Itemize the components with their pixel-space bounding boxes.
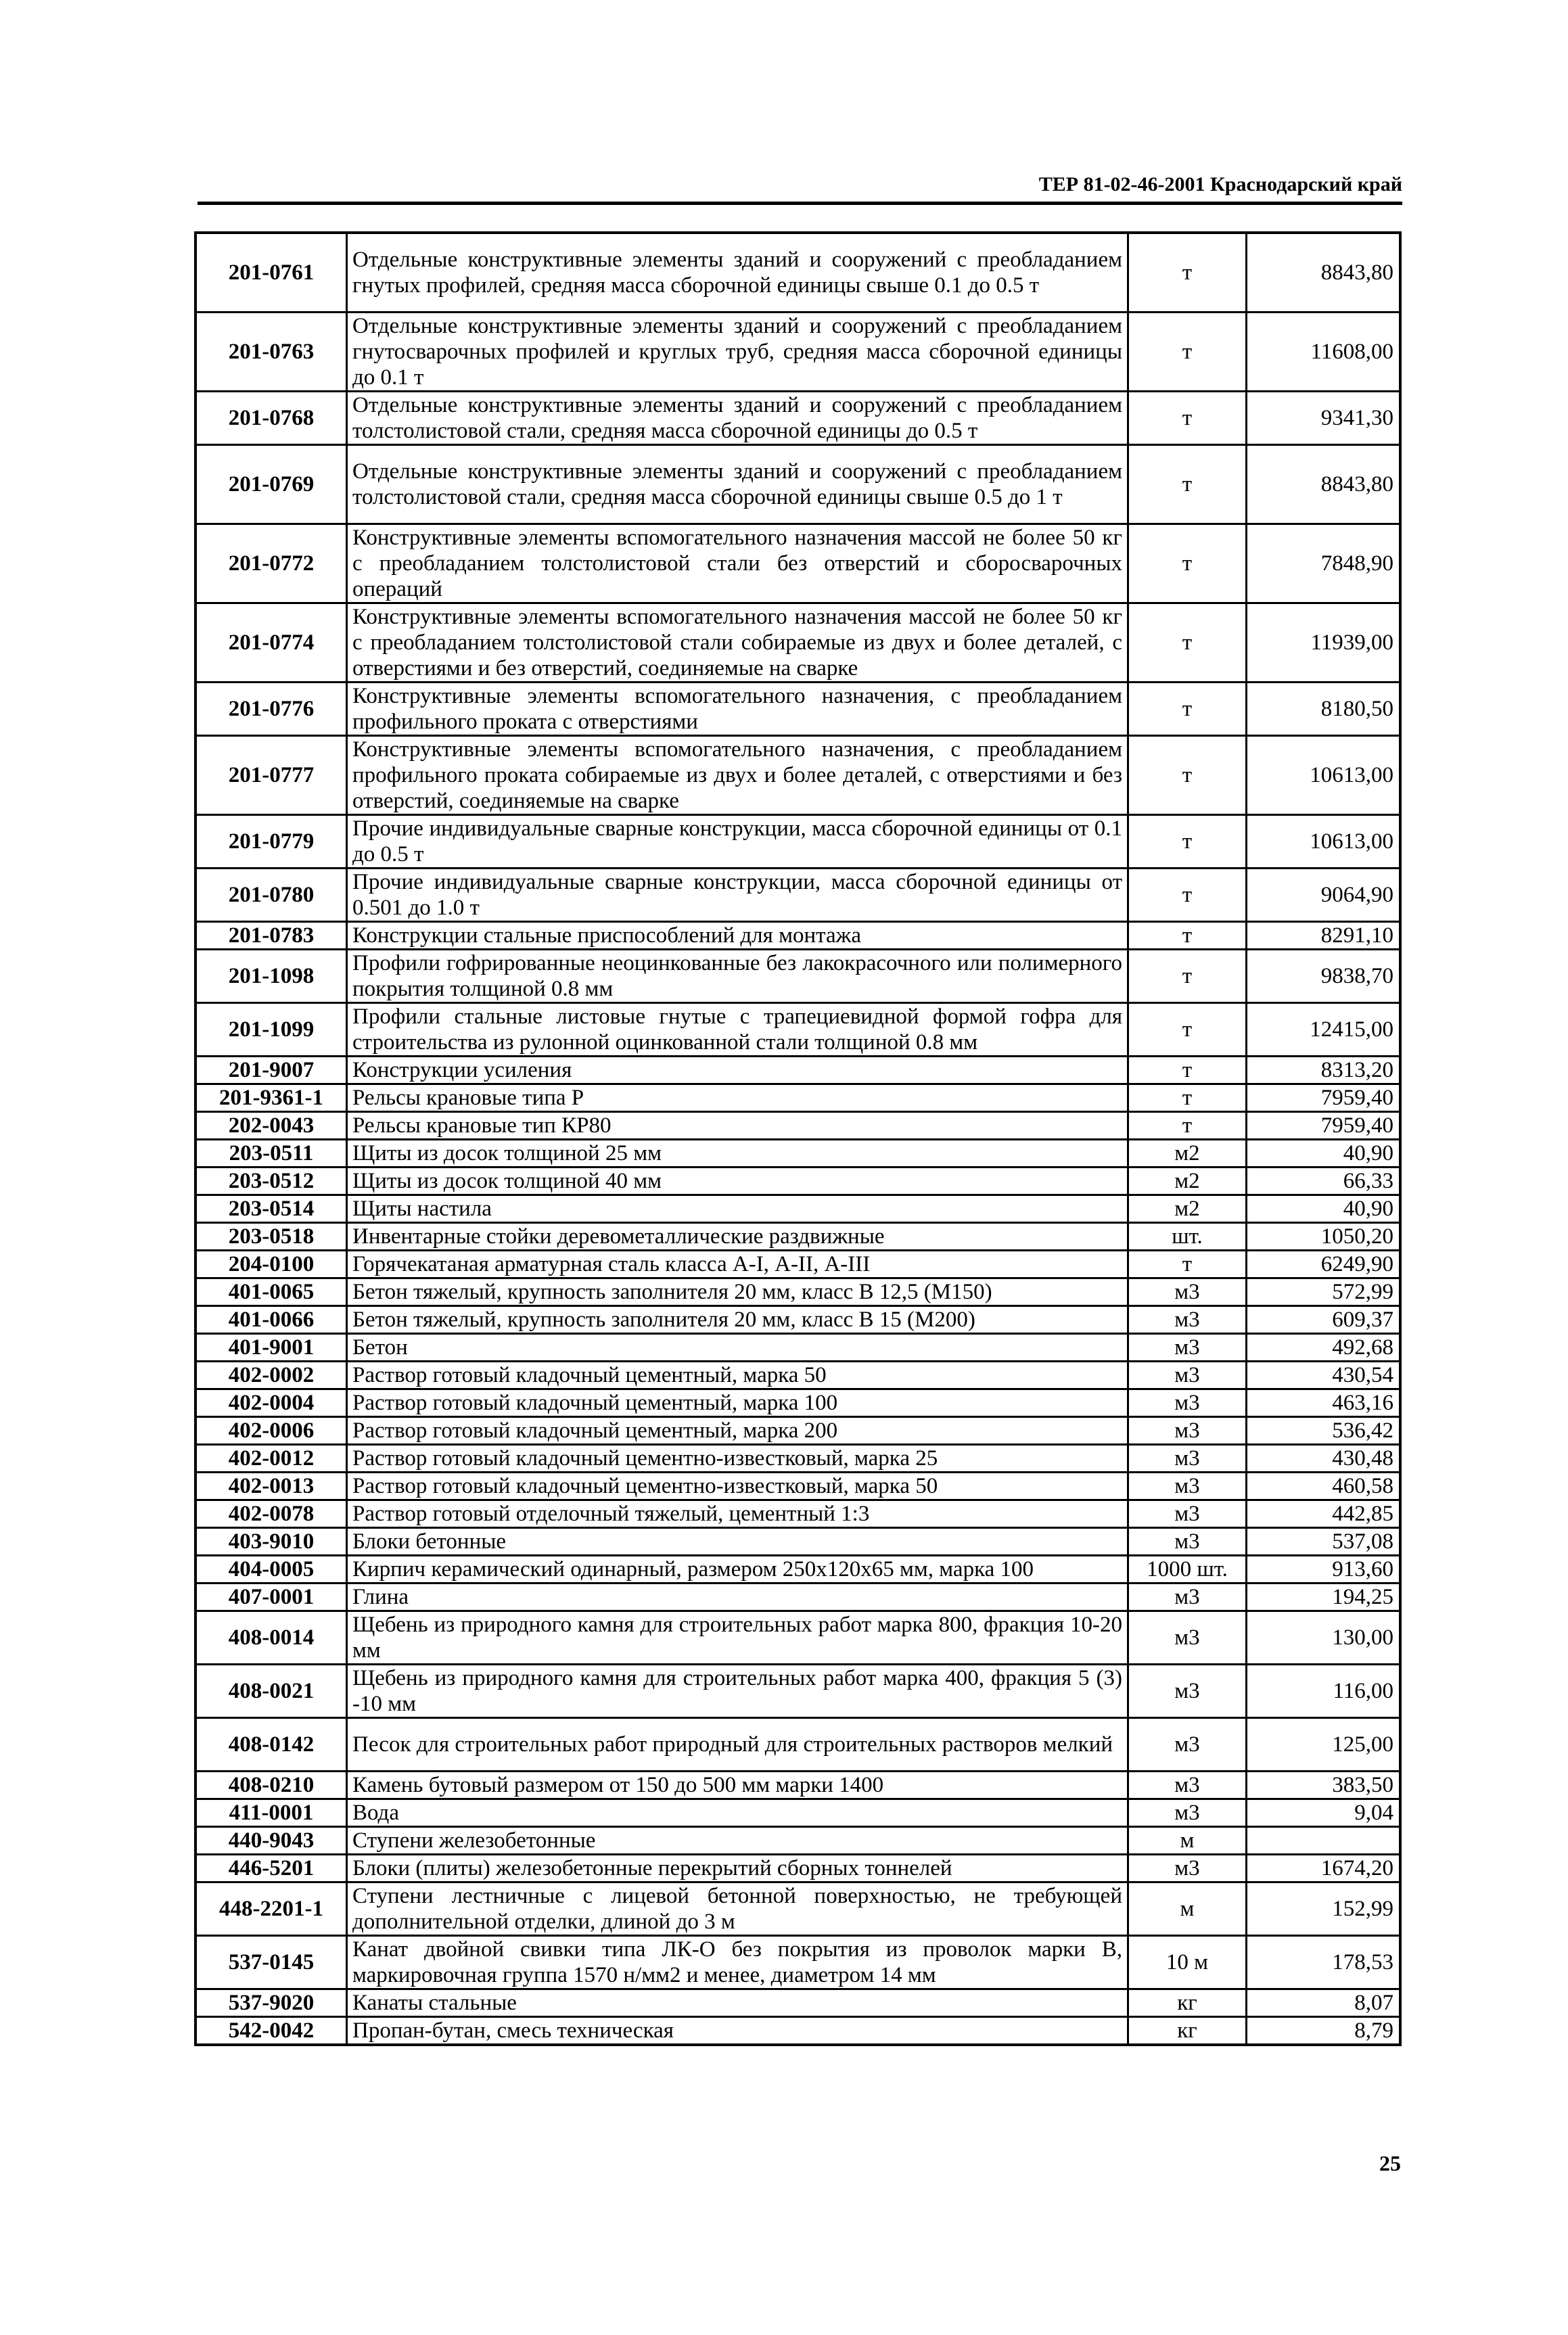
row-unit: т xyxy=(1128,949,1247,1002)
row-unit: м3 xyxy=(1128,1333,1247,1361)
row-unit: т xyxy=(1128,444,1247,524)
row-price: 194,25 xyxy=(1247,1583,1401,1611)
row-name: Рельсы крановые тип КР80 xyxy=(347,1111,1128,1139)
row-price: 8843,80 xyxy=(1247,444,1401,524)
row-unit: м3 xyxy=(1128,1416,1247,1444)
row-price: 40,90 xyxy=(1247,1195,1401,1222)
row-code: 204-0100 xyxy=(195,1250,347,1278)
document-header: ТЕР 81-02-46-2001 Краснодарский край xyxy=(1038,173,1402,195)
row-price: 537,08 xyxy=(1247,1527,1401,1555)
row-unit: м3 xyxy=(1128,1361,1247,1389)
table-row xyxy=(195,1250,1400,1278)
row-name: Профили стальные листовые гнутые с трапециевидной формой гофра для строительства из рулонной оцинкованной стали толщиной 0.8 мм xyxy=(347,1002,1128,1056)
row-name: Отдельные конструктивные элементы зданий и сооружений с преобладанием толстолистовой стали, средняя масса сборочной единицы до 0.5 т xyxy=(347,391,1128,444)
row-name: Раствор готовый кладочный цементный, марка 100 xyxy=(347,1389,1128,1416)
row-name: Отдельные конструктивные элементы зданий и сооружений с преобладанием толстолистовой стали, средняя масса сборочной единицы свыше 0.5 до 1 т xyxy=(347,444,1128,524)
row-price: 6249,90 xyxy=(1247,1250,1401,1278)
table-row xyxy=(195,1278,1400,1305)
row-code: 537-0145 xyxy=(195,1935,347,1989)
price-table xyxy=(194,231,1402,2046)
row-unit: м2 xyxy=(1128,1139,1247,1167)
table-row xyxy=(195,1717,1400,1771)
row-name: Отдельные конструктивные элементы зданий и сооружений с преобладанием гнутых профилей, средняя масса сборочной единицы свыше 0.1 до 0.5 т xyxy=(347,233,1128,312)
row-price: 40,90 xyxy=(1247,1139,1401,1167)
row-code: 201-0777 xyxy=(195,735,347,814)
row-name: Кирпич керамический одинарный, размером 250х120х65 мм, марка 100 xyxy=(347,1555,1128,1583)
row-name: Отдельные конструктивные элементы зданий и сооружений с преобладанием гнутосварочных профилей и круглых труб, средняя масса сборочной единицы до 0.1 т xyxy=(347,312,1128,391)
row-name: Профили гофрированные неоцинкованные без лакокрасочного или полимерного покрытия толщиной 0.8 мм xyxy=(347,949,1128,1002)
row-price: 10613,00 xyxy=(1247,735,1401,814)
table-row xyxy=(195,1989,1400,2016)
table-row xyxy=(195,1527,1400,1555)
row-price: 572,99 xyxy=(1247,1278,1401,1305)
row-price: 913,60 xyxy=(1247,1555,1401,1583)
row-price: 9,04 xyxy=(1247,1799,1401,1826)
row-unit: м3 xyxy=(1128,1771,1247,1799)
table-row xyxy=(195,1361,1400,1389)
table-row xyxy=(195,1882,1400,1935)
row-name: Бетон тяжелый, крупность заполнителя 20 мм, класс В 15 (М200) xyxy=(347,1305,1128,1333)
row-code: 201-0774 xyxy=(195,603,347,682)
row-price: 8180,50 xyxy=(1247,682,1401,735)
table-row xyxy=(195,1935,1400,1989)
row-unit: м2 xyxy=(1128,1195,1247,1222)
row-code: 201-0783 xyxy=(195,921,347,949)
row-code: 408-0021 xyxy=(195,1664,347,1717)
row-unit: м3 xyxy=(1128,1500,1247,1527)
row-code: 203-0518 xyxy=(195,1222,347,1250)
row-price: 430,54 xyxy=(1247,1361,1401,1389)
row-name: Щиты из досок толщиной 40 мм xyxy=(347,1167,1128,1195)
table-row xyxy=(195,921,1400,949)
row-unit: т xyxy=(1128,814,1247,868)
row-name: Инвентарные стойки деревометаллические раздвижные xyxy=(347,1222,1128,1250)
table-row xyxy=(195,1826,1400,1854)
row-code: 201-0768 xyxy=(195,391,347,444)
row-code: 402-0012 xyxy=(195,1444,347,1472)
row-name: Раствор готовый кладочный цементный, марка 50 xyxy=(347,1361,1128,1389)
row-price: 1050,20 xyxy=(1247,1222,1401,1250)
row-code: 542-0042 xyxy=(195,2016,347,2045)
row-name: Блоки (плиты) железобетонные перекрытий сборных тоннелей xyxy=(347,1854,1128,1882)
row-name: Блоки бетонные xyxy=(347,1527,1128,1555)
row-price: 383,50 xyxy=(1247,1771,1401,1799)
row-name: Конструктивные элементы вспомогательного назначения массой не более 50 кг с преобладанием толстолистовой стали без отверстий и сборосварочных операций xyxy=(347,524,1128,603)
row-name: Конструктивные элементы вспомогательного назначения, с преобладанием профильного проката собираемые из двух и более деталей, с отверстиями и без отверстий, соединяемые на сварке xyxy=(347,735,1128,814)
row-name: Камень бутовый размером от 150 до 500 мм марки 1400 xyxy=(347,1771,1128,1799)
row-code: 201-0763 xyxy=(195,312,347,391)
row-name: Щебень из природного камня для строительных работ марка 800, фракция 10-20 мм xyxy=(347,1611,1128,1664)
row-code: 408-0142 xyxy=(195,1717,347,1771)
row-code: 201-1099 xyxy=(195,1002,347,1056)
row-price: 66,33 xyxy=(1247,1167,1401,1195)
row-code: 201-0780 xyxy=(195,868,347,921)
row-code: 448-2201-1 xyxy=(195,1882,347,1935)
row-unit: м3 xyxy=(1128,1854,1247,1882)
table-row xyxy=(195,868,1400,921)
table-row xyxy=(195,1583,1400,1611)
table-row xyxy=(195,2016,1400,2045)
table-row xyxy=(195,1195,1400,1222)
row-code: 404-0005 xyxy=(195,1555,347,1583)
table-row xyxy=(195,1084,1400,1111)
row-name: Канат двойной свивки типа ЛК-О без покрытия из проволок марки В, маркировочная группа 1570 н/мм2 и менее, диаметром 14 мм xyxy=(347,1935,1128,1989)
row-name: Пропан-бутан, смесь техническая xyxy=(347,2016,1128,2045)
row-name: Вода xyxy=(347,1799,1128,1826)
row-price: 430,48 xyxy=(1247,1444,1401,1472)
table-row xyxy=(195,1444,1400,1472)
row-price: 7959,40 xyxy=(1247,1111,1401,1139)
row-price: 492,68 xyxy=(1247,1333,1401,1361)
row-price: 536,42 xyxy=(1247,1416,1401,1444)
row-price: 116,00 xyxy=(1247,1664,1401,1717)
row-unit: м3 xyxy=(1128,1717,1247,1771)
table-row xyxy=(195,949,1400,1002)
table-row xyxy=(195,1771,1400,1799)
row-unit: т xyxy=(1128,1002,1247,1056)
row-code: 401-9001 xyxy=(195,1333,347,1361)
row-name: Раствор готовый кладочный цементный, марка 200 xyxy=(347,1416,1128,1444)
row-unit: м3 xyxy=(1128,1611,1247,1664)
row-unit: м3 xyxy=(1128,1472,1247,1500)
row-name: Рельсы крановые типа Р xyxy=(347,1084,1128,1111)
row-code: 411-0001 xyxy=(195,1799,347,1826)
row-price: 8313,20 xyxy=(1247,1056,1401,1084)
row-unit: т xyxy=(1128,391,1247,444)
row-unit: м3 xyxy=(1128,1389,1247,1416)
row-code: 203-0512 xyxy=(195,1167,347,1195)
table-row xyxy=(195,524,1400,603)
row-code: 201-9007 xyxy=(195,1056,347,1084)
row-unit: м3 xyxy=(1128,1305,1247,1333)
row-name: Конструкции усиления xyxy=(347,1056,1128,1084)
row-unit: м3 xyxy=(1128,1527,1247,1555)
row-unit: шт. xyxy=(1128,1222,1247,1250)
row-code: 402-0004 xyxy=(195,1389,347,1416)
row-unit: 10 м xyxy=(1128,1935,1247,1989)
table-row xyxy=(195,1416,1400,1444)
table-row xyxy=(195,1056,1400,1084)
row-price: 9064,90 xyxy=(1247,868,1401,921)
row-code: 402-0013 xyxy=(195,1472,347,1500)
row-price: 9838,70 xyxy=(1247,949,1401,1002)
row-price: 8843,80 xyxy=(1247,233,1401,312)
row-name: Бетон xyxy=(347,1333,1128,1361)
row-name: Конструктивные элементы вспомогательного назначения, с преобладанием профильного проката с отверстиями xyxy=(347,682,1128,735)
row-name: Конструкции стальные приспособлений для монтажа xyxy=(347,921,1128,949)
row-price: 8291,10 xyxy=(1247,921,1401,949)
table-row xyxy=(195,814,1400,868)
row-unit: т xyxy=(1128,921,1247,949)
row-code: 408-0210 xyxy=(195,1771,347,1799)
header-rule xyxy=(198,202,1402,205)
table-row xyxy=(195,1664,1400,1717)
row-price: 7959,40 xyxy=(1247,1084,1401,1111)
row-code: 403-9010 xyxy=(195,1527,347,1555)
row-unit: м3 xyxy=(1128,1664,1247,1717)
row-price: 463,16 xyxy=(1247,1389,1401,1416)
table-row xyxy=(195,1555,1400,1583)
row-name: Ступени лестничные с лицевой бетонной поверхностью, не требующей дополнительной отделки, длиной до 3 м xyxy=(347,1882,1128,1935)
row-price: 8,79 xyxy=(1247,2016,1401,2045)
row-price: 9341,30 xyxy=(1247,391,1401,444)
row-name: Прочие индивидуальные сварные конструкции, масса сборочной единицы от 0.501 до 1.0 т xyxy=(347,868,1128,921)
row-name: Канаты стальные xyxy=(347,1989,1128,2016)
table-row xyxy=(195,1167,1400,1195)
row-name: Горячекатаная арматурная сталь класса А-I, А-II, А-III xyxy=(347,1250,1128,1278)
row-unit: м xyxy=(1128,1826,1247,1854)
row-price: 130,00 xyxy=(1247,1611,1401,1664)
row-unit: м xyxy=(1128,1882,1247,1935)
row-name: Щиты настила xyxy=(347,1195,1128,1222)
row-price xyxy=(1247,1826,1401,1854)
price-table-body xyxy=(195,233,1400,2045)
row-code: 446-5201 xyxy=(195,1854,347,1882)
row-code: 201-0772 xyxy=(195,524,347,603)
row-code: 402-0078 xyxy=(195,1500,347,1527)
table-row xyxy=(195,391,1400,444)
row-name: Ступени железобетонные xyxy=(347,1826,1128,1854)
row-code: 401-0066 xyxy=(195,1305,347,1333)
row-code: 201-0779 xyxy=(195,814,347,868)
row-code: 201-0776 xyxy=(195,682,347,735)
row-price: 442,85 xyxy=(1247,1500,1401,1527)
table-row xyxy=(195,682,1400,735)
row-unit: т xyxy=(1128,603,1247,682)
row-name: Бетон тяжелый, крупность заполнителя 20 мм, класс В 12,5 (М150) xyxy=(347,1278,1128,1305)
row-price: 1674,20 xyxy=(1247,1854,1401,1882)
row-price: 152,99 xyxy=(1247,1882,1401,1935)
row-unit: кг xyxy=(1128,1989,1247,2016)
table-row xyxy=(195,1472,1400,1500)
row-unit: м3 xyxy=(1128,1799,1247,1826)
row-code: 401-0065 xyxy=(195,1278,347,1305)
table-row xyxy=(195,1111,1400,1139)
row-code: 402-0002 xyxy=(195,1361,347,1389)
row-code: 537-9020 xyxy=(195,1989,347,2016)
row-unit: т xyxy=(1128,1250,1247,1278)
row-unit: кг xyxy=(1128,2016,1247,2045)
row-price: 8,07 xyxy=(1247,1989,1401,2016)
row-name: Щебень из природного камня для строительных работ марка 400, фракция 5 (3) -10 мм xyxy=(347,1664,1128,1717)
row-unit: м2 xyxy=(1128,1167,1247,1195)
table-row xyxy=(195,444,1400,524)
row-price: 460,58 xyxy=(1247,1472,1401,1500)
row-unit: т xyxy=(1128,868,1247,921)
row-unit: т xyxy=(1128,233,1247,312)
row-price: 12415,00 xyxy=(1247,1002,1401,1056)
row-name: Глина xyxy=(347,1583,1128,1611)
row-code: 201-0769 xyxy=(195,444,347,524)
table-row xyxy=(195,1333,1400,1361)
row-name: Конструктивные элементы вспомогательного назначения массой не более 50 кг с преобладанием толстолистовой стали собираемые из двух и более деталей, с отверстиями и без отверстий, соединяемые на сварке xyxy=(347,603,1128,682)
row-unit: т xyxy=(1128,1111,1247,1139)
row-price: 7848,90 xyxy=(1247,524,1401,603)
row-price: 178,53 xyxy=(1247,1935,1401,1989)
row-code: 408-0014 xyxy=(195,1611,347,1664)
table-row xyxy=(195,1222,1400,1250)
row-code: 402-0006 xyxy=(195,1416,347,1444)
row-code: 201-1098 xyxy=(195,949,347,1002)
row-unit: т xyxy=(1128,524,1247,603)
row-price: 11939,00 xyxy=(1247,603,1401,682)
row-name: Песок для строительных работ природный для строительных растворов мелкий xyxy=(347,1717,1128,1771)
row-unit: т xyxy=(1128,735,1247,814)
table-row xyxy=(195,1139,1400,1167)
row-name: Щиты из досок толщиной 25 мм xyxy=(347,1139,1128,1167)
row-unit: т xyxy=(1128,1056,1247,1084)
row-name: Прочие индивидуальные сварные конструкции, масса сборочной единицы от 0.1 до 0.5 т xyxy=(347,814,1128,868)
table-row xyxy=(195,1002,1400,1056)
table-row xyxy=(195,603,1400,682)
table-row xyxy=(195,233,1400,312)
table-row xyxy=(195,1305,1400,1333)
row-unit: м3 xyxy=(1128,1444,1247,1472)
table-row xyxy=(195,1611,1400,1664)
row-unit: т xyxy=(1128,312,1247,391)
row-code: 407-0001 xyxy=(195,1583,347,1611)
table-row xyxy=(195,1389,1400,1416)
row-price: 10613,00 xyxy=(1247,814,1401,868)
row-unit: м3 xyxy=(1128,1583,1247,1611)
row-price: 609,37 xyxy=(1247,1305,1401,1333)
row-unit: т xyxy=(1128,682,1247,735)
row-unit: м3 xyxy=(1128,1278,1247,1305)
row-code: 440-9043 xyxy=(195,1826,347,1854)
table-row xyxy=(195,1500,1400,1527)
row-name: Раствор готовый кладочный цементно-известковый, марка 25 xyxy=(347,1444,1128,1472)
row-price: 125,00 xyxy=(1247,1717,1401,1771)
table-row xyxy=(195,1854,1400,1882)
row-code: 201-0761 xyxy=(195,233,347,312)
row-code: 201-9361-1 xyxy=(195,1084,347,1111)
row-name: Раствор готовый отделочный тяжелый, цементный 1:3 xyxy=(347,1500,1128,1527)
row-unit: 1000 шт. xyxy=(1128,1555,1247,1583)
row-code: 203-0511 xyxy=(195,1139,347,1167)
row-code: 203-0514 xyxy=(195,1195,347,1222)
table-row xyxy=(195,1799,1400,1826)
table-row xyxy=(195,312,1400,391)
row-unit: т xyxy=(1128,1084,1247,1111)
row-price: 11608,00 xyxy=(1247,312,1401,391)
row-code: 202-0043 xyxy=(195,1111,347,1139)
row-name: Раствор готовый кладочный цементно-известковый, марка 50 xyxy=(347,1472,1128,1500)
table-row xyxy=(195,735,1400,814)
page-number: 25 xyxy=(1379,2151,1401,2175)
